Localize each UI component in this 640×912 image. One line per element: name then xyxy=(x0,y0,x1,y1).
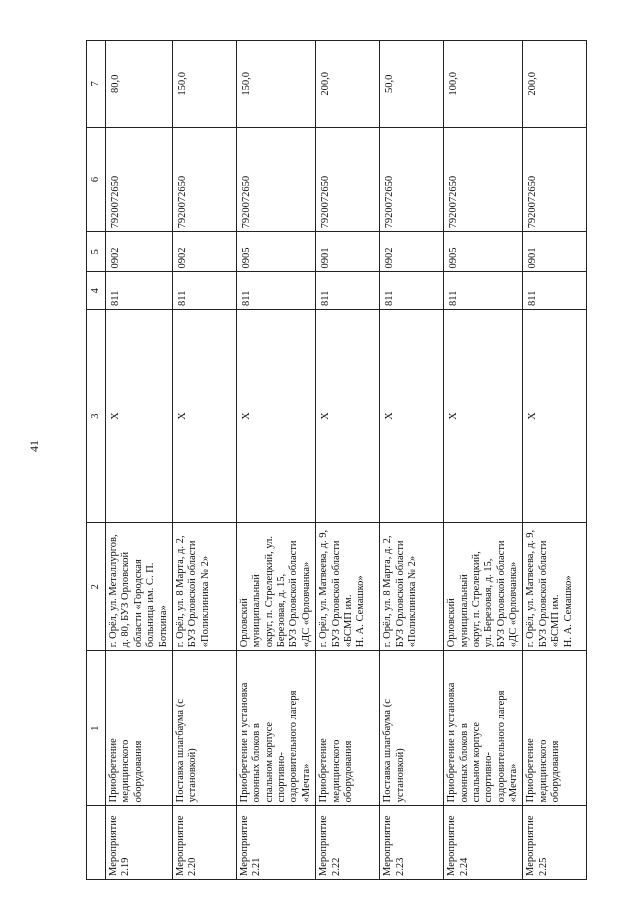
col3-cell: X xyxy=(380,309,444,522)
event-description-cell: Приобретение медицинского оборудования xyxy=(316,651,380,806)
address-cell: г. Орёл, ул. Матвеева, д. 9, БУЗ Орловской области «БСМП им. Н. А. Семашко» xyxy=(523,523,587,651)
amount-cell: 50,0 xyxy=(380,41,444,128)
amount-cell: 200,0 xyxy=(316,41,380,128)
header-cell xyxy=(87,806,106,880)
event-number-cell: Мероприятие 2.19 xyxy=(106,806,173,880)
header-cell: 3 xyxy=(87,309,106,522)
header-cell: 6 xyxy=(87,127,106,232)
col3-cell: X xyxy=(106,309,173,522)
table-row xyxy=(236,41,315,880)
address-cell: г. Орёл, ул. 8 Марта, д. 2, БУЗ Орловской области «Поликлиника № 2» xyxy=(380,523,444,651)
col6-cell: 7920072650 xyxy=(380,127,444,232)
col5-cell: 0905 xyxy=(444,232,523,272)
address-cell: г. Орёл, ул. Матвеева, д. 9, БУЗ Орловской области «БСМП им. Н. А. Семашко» xyxy=(316,523,380,651)
col4-cell: 811 xyxy=(523,272,587,309)
event-description-cell: Поставка шлагбаума (с установкой) xyxy=(172,651,236,806)
col4-cell: 811 xyxy=(172,272,236,309)
col6-cell: 7920072650 xyxy=(172,127,236,232)
address-cell: Орловский муниципальный округ, п. Стрелецкий, ул. Березовая, д. 15, БУЗ Орловской области «ДС «Орловчанка» xyxy=(236,523,315,651)
event-number-cell: Мероприятие 2.24 xyxy=(444,806,523,880)
col5-cell: 0901 xyxy=(523,232,587,272)
event-number-cell: Мероприятие 2.20 xyxy=(172,806,236,880)
amount-cell: 100,0 xyxy=(444,41,523,128)
amount-cell: 150,0 xyxy=(172,41,236,128)
col4-cell: 811 xyxy=(106,272,173,309)
col3-cell: X xyxy=(316,309,380,522)
address-cell: г. Орёл, ул. Металлургов, д. 80, БУЗ Орловской области «Городская больница им. С. П. Боткина» xyxy=(106,523,173,651)
event-number-cell: Мероприятие 2.21 xyxy=(236,806,315,880)
event-description-cell: Приобретение медицинского оборудования xyxy=(523,651,587,806)
address-cell: г. Орёл, ул. 8 Марта, д. 2, БУЗ Орловской области «Поликлиника № 2» xyxy=(172,523,236,651)
amount-cell: 80,0 xyxy=(106,41,173,128)
amount-cell: 150,0 xyxy=(236,41,315,128)
events-table-body xyxy=(87,41,587,880)
amount-cell: 200,0 xyxy=(523,41,587,128)
table-row xyxy=(380,41,444,880)
table-row xyxy=(172,41,236,880)
col4-cell: 811 xyxy=(444,272,523,309)
event-description-cell: Приобретение медицинского оборудования xyxy=(106,651,173,806)
table-row xyxy=(444,41,523,880)
event-number-cell: Мероприятие 2.22 xyxy=(316,806,380,880)
col5-cell: 0905 xyxy=(236,232,315,272)
header-cell: 2 xyxy=(87,523,106,651)
col5-cell: 0902 xyxy=(106,232,173,272)
table-row xyxy=(106,41,173,880)
header-row xyxy=(87,41,106,880)
col6-cell: 7920072650 xyxy=(316,127,380,232)
col6-cell: 7920072650 xyxy=(523,127,587,232)
events-table xyxy=(86,40,587,880)
header-cell: 5 xyxy=(87,232,106,272)
event-number-cell: Мероприятие 2.23 xyxy=(380,806,444,880)
col6-cell: 7920072650 xyxy=(236,127,315,232)
header-cell: 4 xyxy=(87,272,106,309)
col3-cell: X xyxy=(523,309,587,522)
col6-cell: 7920072650 xyxy=(106,127,173,232)
col6-cell: 7920072650 xyxy=(444,127,523,232)
col5-cell: 0901 xyxy=(316,232,380,272)
event-description-cell: Приобретение и установка оконных блоков в спальном корпусе спортивно- оздоровительного лагеря «Мечта» xyxy=(236,651,315,806)
col3-cell: X xyxy=(444,309,523,522)
header-cell: 1 xyxy=(87,651,106,806)
page-number: 41 xyxy=(27,440,41,452)
event-number-cell: Мероприятие 2.25 xyxy=(523,806,587,880)
table-row xyxy=(316,41,380,880)
col3-cell: X xyxy=(172,309,236,522)
header-cell: 7 xyxy=(87,41,106,128)
event-description-cell: Приобретение и установка оконных блоков в спальном корпусе спортивно- оздоровительного лагеря «Мечта» xyxy=(444,651,523,806)
col4-cell: 811 xyxy=(316,272,380,309)
event-description-cell: Поставка шлагбаума (с установкой) xyxy=(380,651,444,806)
rotated-table-container xyxy=(86,40,574,880)
col5-cell: 0902 xyxy=(380,232,444,272)
col3-cell: X xyxy=(236,309,315,522)
address-cell: Орловский муниципальный округ, п. Стрелецкий, ул. Березовая, д. 15, БУЗ Орловской области «ДС «Орловчанка» xyxy=(444,523,523,651)
col5-cell: 0902 xyxy=(172,232,236,272)
col4-cell: 811 xyxy=(380,272,444,309)
table-row xyxy=(523,41,587,880)
col4-cell: 811 xyxy=(236,272,315,309)
